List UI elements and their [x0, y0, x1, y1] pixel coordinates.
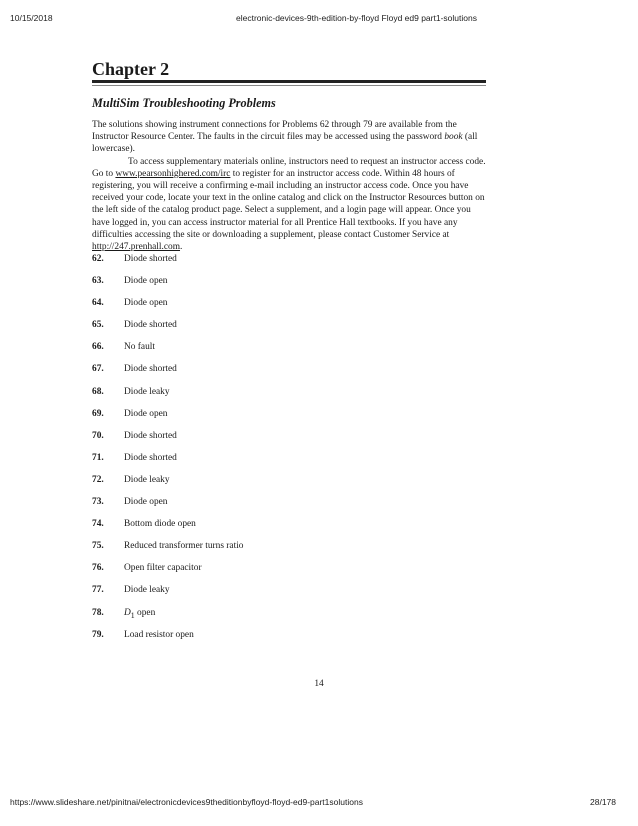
intro-paragraph-2: To access supplementary materials online, instructors need to request an instructor access code. Go to www.pearsonhighered.com/irc to register for an instructor access code. Within 48 hours of registering, you will receive a confirming e-mail including an instructor access code. Once you have received your code, locate your text in the online catalog and click on the Instructor Resources button on the left side of the catalog product page. Select a supplement, and a login page will appear. Once you have logged in, you can access instructor material for all Prentice Hall textbooks. If you have any difficulties accessing the site or downloading a supplement, please contact Customer Service at http://247.prenhall.com.: [92, 156, 486, 253]
answer-text: Diode shorted: [124, 452, 177, 463]
answer-text: Load resistor open: [124, 629, 194, 640]
print-page-title: electronic-devices-9th-edition-by-floyd Floyd ed9 part1-solutions: [236, 13, 477, 23]
intro-text: [92, 119, 490, 253]
answer-text: Reduced transformer turns ratio: [124, 541, 244, 552]
answer-number: 63.: [92, 276, 104, 287]
answer-number: 66.: [92, 342, 104, 353]
intro-paragraph-1: The solutions showing instrument connections for Problems 62 through 79 are available from the Instructor Resource Center. The faults in the circuit files may be accessed using the password book (all lowercase).: [92, 120, 478, 155]
section-title: MultiSim Troubleshooting Problems: [92, 96, 276, 110]
answer-number: 70.: [92, 430, 104, 441]
answer-text: Diode open: [124, 298, 168, 309]
answer-text: Diode leaky: [124, 474, 170, 485]
answer-number: 74.: [92, 519, 104, 530]
print-date: 10/15/2018: [10, 13, 53, 23]
print-page-counter: 28/178: [590, 797, 616, 807]
answer-text: Diode open: [124, 276, 168, 287]
answer-text: Diode shorted: [124, 320, 177, 331]
answer-text: Bottom diode open: [124, 519, 196, 530]
chapter-title: Chapter 2: [92, 59, 170, 79]
answer-number: 67.: [92, 364, 104, 375]
irc-link[interactable]: www.pearsonhighered.com/irc: [115, 168, 231, 179]
variable-text: D: [124, 607, 131, 618]
answer-text: Diode shorted: [124, 254, 177, 264]
answer-number: 75.: [92, 541, 104, 552]
answer-number: 71.: [92, 452, 104, 463]
answer-number: 79.: [92, 629, 104, 640]
answer-number: 69.: [92, 408, 104, 419]
answer-number: 78.: [92, 607, 104, 618]
chapter-rule-thin: [92, 85, 486, 86]
answer-number: 62.: [92, 254, 104, 264]
answer-text: Diode open: [124, 497, 168, 508]
answer-number: 64.: [92, 298, 104, 309]
answer-text: Open filter capacitor: [124, 563, 202, 574]
answer-number: 72.: [92, 474, 104, 485]
answer-number: 77.: [92, 585, 104, 596]
answer-text: Diode open: [124, 408, 168, 419]
page-number: 14: [314, 679, 324, 689]
variable-subscript: 1: [130, 610, 135, 620]
answer-number: 65.: [92, 320, 104, 331]
prenhall-link[interactable]: http://247.prenhall.com: [92, 242, 181, 253]
chapter-rule-thick: [92, 80, 486, 83]
answer-text: No fault: [124, 342, 155, 353]
answer-text: [124, 608, 155, 620]
password-text: book: [444, 132, 463, 143]
answer-text: Diode leaky: [124, 585, 170, 596]
answer-number: 68.: [92, 386, 104, 397]
print-url: https://www.slideshare.net/pinitnai/electronicdevices9theditionbyfloyd-floyd-ed9-part1solutions: [10, 797, 363, 807]
answer-number: 76.: [92, 563, 104, 574]
answer-text: Diode shorted: [124, 430, 177, 441]
answer-text-rest: open: [134, 607, 156, 618]
answer-number: 73.: [92, 497, 104, 508]
answer-text: Diode leaky: [124, 386, 170, 397]
answer-text: Diode shorted: [124, 364, 177, 375]
